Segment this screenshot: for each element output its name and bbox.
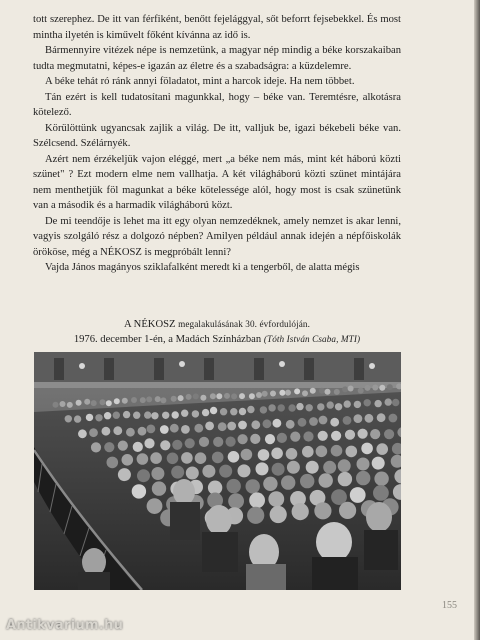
paragraph: tott szerephez. De itt van férfiként, benőtt fejelággyal, sőt beforrt fejsebekkel. És most mintha ilyetén is kiművelt főként kívánna az idő is. xyxy=(33,14,401,41)
audience-head xyxy=(263,419,272,428)
audience-head xyxy=(226,437,236,447)
audience-head xyxy=(218,422,227,431)
audience-head xyxy=(247,507,264,524)
audience-head xyxy=(303,431,313,441)
audience-head xyxy=(178,395,184,401)
caption-subtitle: megalakulásának 30. évfordulóján. xyxy=(178,319,311,329)
audience-head xyxy=(123,411,130,418)
audience-head xyxy=(256,392,262,398)
audience-head xyxy=(373,485,389,501)
paragraph: Tán ezért is kell tudatosítani magunkkal, hogy – béke van. Teremtésre, alkotásra kötelező. xyxy=(33,91,401,118)
audience-head xyxy=(249,393,255,399)
audience-head xyxy=(106,400,112,406)
audience-head xyxy=(167,453,179,465)
audience-head xyxy=(306,461,319,474)
audience-head xyxy=(300,474,314,488)
audience-head xyxy=(144,411,151,418)
audience-head xyxy=(144,438,154,448)
audience-head xyxy=(181,452,193,464)
audience-head xyxy=(160,425,169,434)
audience-head xyxy=(331,445,343,457)
audience-head xyxy=(91,400,97,406)
audience-head xyxy=(298,418,307,427)
audience-head xyxy=(344,400,351,407)
audience-head xyxy=(74,415,81,422)
audience-head xyxy=(389,414,398,423)
audience-head xyxy=(258,449,270,461)
audience-head xyxy=(132,484,146,498)
audience-head xyxy=(260,406,267,413)
audience-head xyxy=(202,465,215,478)
audience-head xyxy=(193,393,199,399)
audience-head xyxy=(370,429,380,439)
audience-head xyxy=(374,400,381,407)
audience-head xyxy=(147,498,163,514)
audience-head xyxy=(374,472,388,486)
audience-head xyxy=(365,414,374,423)
audience-head xyxy=(339,502,356,519)
audience-head xyxy=(249,492,265,508)
audience-head xyxy=(317,403,324,410)
audience-head xyxy=(155,396,161,402)
audience-head xyxy=(310,388,316,394)
audience-head xyxy=(200,395,206,401)
audience-head xyxy=(76,400,82,406)
audience-head xyxy=(287,461,300,474)
audience-head xyxy=(286,448,298,460)
audience-head xyxy=(286,420,295,429)
audience-head xyxy=(238,464,251,477)
audience-head xyxy=(181,410,188,417)
audience-head xyxy=(122,454,134,466)
watermark: Antikvarium.hu xyxy=(6,618,124,633)
audience-head xyxy=(384,429,394,439)
audience-head xyxy=(140,397,146,403)
audience-head xyxy=(172,440,182,450)
audience-head xyxy=(100,399,106,405)
paragraph: Bármennyire vitézek népe is nemzetünk, a magyar nép mindig a béke korszakaiban tudta megmutatni, képes-e igazán az életre és a szabadságra: a küzdelemre. xyxy=(33,45,401,72)
audience-head xyxy=(113,412,120,419)
audience-head xyxy=(160,440,170,450)
audience-head xyxy=(250,434,260,444)
audience-head xyxy=(89,428,98,437)
audience-head xyxy=(220,408,227,415)
audience-head xyxy=(185,438,195,448)
audience-head xyxy=(364,399,371,406)
caption-line-1 xyxy=(33,317,401,332)
paragraph: Vajda János magányos sziklafalként meredt ki a tengerből, de alatta mégis xyxy=(45,262,360,273)
audience-head xyxy=(262,391,268,397)
audience-head xyxy=(270,391,276,397)
audience-head xyxy=(314,502,331,519)
audience-head xyxy=(392,399,399,406)
audience-head xyxy=(316,446,328,458)
audience-head xyxy=(256,462,269,475)
audience-head xyxy=(372,457,385,470)
audience-head xyxy=(277,433,287,443)
audience-head xyxy=(309,417,318,426)
audience-head xyxy=(231,393,237,399)
audience-head xyxy=(290,432,300,442)
audience-head xyxy=(356,471,370,485)
paragraph: A béke tehát ró ránk annyi föladatot, mint a harcok ideje. Ha nem többet. xyxy=(45,76,355,87)
audience-head xyxy=(330,418,339,427)
audience-head xyxy=(343,416,352,425)
audience-head xyxy=(84,399,90,405)
audience-head xyxy=(210,393,216,399)
audience-head xyxy=(181,425,190,434)
audience-head xyxy=(350,487,366,503)
book-spine xyxy=(474,0,480,640)
audience-head xyxy=(151,467,164,480)
audience-head xyxy=(114,398,120,404)
audience-head xyxy=(247,406,254,413)
audience-head xyxy=(118,468,131,481)
audience-head xyxy=(302,446,314,458)
audience-head xyxy=(342,386,348,392)
audience-head xyxy=(67,402,73,408)
audience-head xyxy=(60,401,66,407)
audience-head xyxy=(345,430,355,440)
audience-head xyxy=(241,449,253,461)
audience-head xyxy=(265,434,275,444)
audience-head xyxy=(147,425,156,434)
audience-head xyxy=(228,451,240,463)
audience-head xyxy=(338,472,352,486)
audience-head xyxy=(230,408,237,415)
audience-head xyxy=(238,421,247,430)
audience-head xyxy=(387,384,393,390)
audience-head xyxy=(361,443,373,455)
audience-head xyxy=(251,420,260,429)
audience-head xyxy=(113,426,122,435)
audience-head xyxy=(327,401,334,408)
audience-photo xyxy=(34,352,401,590)
audience-head xyxy=(138,427,147,436)
audience-head xyxy=(152,481,166,495)
audience-head xyxy=(53,402,59,408)
caption-title: A NÉKOSZ xyxy=(123,319,179,330)
audience-head xyxy=(281,475,295,489)
audience-head xyxy=(91,442,101,452)
audience-head xyxy=(133,442,143,452)
audience-head xyxy=(270,506,287,523)
audience-head xyxy=(319,388,325,394)
audience-head xyxy=(376,443,388,455)
audience-head xyxy=(228,493,244,509)
audience-head xyxy=(199,437,209,447)
paragraph: Azért nem érzékeljük vajon eléggé, mert „a béke nem más, mint két háború közti szünet" ? Ezt modern elme nem vallhatja. A két világháború közti szünet mintájára nem menthetjük föl magunkat a béke kötelessége alól, hogy most is csak szünetünk van a második és a harmadik világháború közt. xyxy=(33,153,401,211)
audience-head xyxy=(170,424,179,433)
audience-head xyxy=(358,388,364,394)
audience-head xyxy=(219,465,232,478)
audience-head xyxy=(224,393,230,399)
audience-head xyxy=(186,394,192,400)
audience-head xyxy=(131,397,137,403)
caption-credit: (Tóth István Csaba, MTI) xyxy=(263,334,361,344)
audience-head xyxy=(172,411,179,418)
audience-head xyxy=(365,385,371,391)
audience-head xyxy=(302,390,308,396)
audience-head xyxy=(238,434,248,444)
audience-head xyxy=(239,393,245,399)
caption-line-2 xyxy=(33,332,401,347)
audience-head xyxy=(150,452,162,464)
audience-head xyxy=(278,404,285,411)
audience-head xyxy=(323,461,336,474)
audience-head xyxy=(271,448,283,460)
audience-head xyxy=(227,422,236,431)
audience-head xyxy=(205,422,214,431)
audience-head xyxy=(354,414,363,423)
audience-head xyxy=(338,459,351,472)
audience-head xyxy=(325,389,331,395)
audience-head xyxy=(104,412,111,419)
audience-head xyxy=(213,437,223,447)
audience-head xyxy=(151,412,158,419)
audience-head xyxy=(160,397,166,403)
audience-head xyxy=(296,403,303,410)
audience-head xyxy=(239,408,246,415)
audience-head xyxy=(318,431,328,441)
audience-head xyxy=(385,398,392,405)
audience-head xyxy=(194,424,203,433)
paragraph: Körülöttünk ugyancsak zajlik a világ. De itt, valljuk be, igazi békebeli béke van. Szélcsend. Szélárnyék. xyxy=(33,122,401,149)
audience-head xyxy=(268,491,284,507)
audience-head xyxy=(306,404,313,411)
body-text xyxy=(33,12,401,276)
audience-head xyxy=(372,385,378,391)
audience-head xyxy=(122,398,128,404)
audience-head xyxy=(246,479,260,493)
audience-head xyxy=(335,403,342,410)
audience-head xyxy=(354,401,361,408)
audience-head xyxy=(212,452,224,464)
audience-head xyxy=(285,390,291,396)
photo-caption xyxy=(33,317,401,347)
audience-head xyxy=(102,427,111,436)
audience-head xyxy=(118,441,128,451)
audience-head xyxy=(331,431,341,441)
audience-head xyxy=(171,466,184,479)
audience-head xyxy=(227,479,241,493)
audience-head xyxy=(137,469,150,482)
audience-head xyxy=(377,413,386,422)
audience-head xyxy=(86,414,93,421)
audience-head xyxy=(348,386,354,392)
audience-head xyxy=(95,414,102,421)
audience-head xyxy=(78,429,87,438)
audience-head xyxy=(279,390,285,396)
audience-head xyxy=(186,467,199,480)
audience-head xyxy=(358,429,368,439)
audience-head xyxy=(104,442,114,452)
audience-head xyxy=(319,473,333,487)
audience-head xyxy=(292,503,309,520)
audience-head xyxy=(162,412,169,419)
audience-head xyxy=(192,410,199,417)
audience-head xyxy=(346,446,358,458)
audience-head xyxy=(210,407,217,414)
audience-head xyxy=(272,463,285,476)
audience-head xyxy=(65,415,72,422)
caption-date-place: 1976. december 1-én, a Madách Színházban xyxy=(73,334,264,345)
audience-head xyxy=(126,428,135,437)
audience-head xyxy=(334,389,340,395)
audience-head xyxy=(319,416,328,425)
audience-head xyxy=(171,396,177,402)
audience-head xyxy=(294,388,300,394)
audience-head xyxy=(107,457,119,469)
audience-head xyxy=(357,458,370,471)
audience-head xyxy=(268,404,275,411)
audience-head xyxy=(195,452,207,464)
audience-head xyxy=(263,477,277,491)
audience-head xyxy=(216,393,222,399)
paragraph: De mi teendője is lehet ma itt egy olyan nemzedéknek, amely nemzet is akar lenni, vagyis szolgáló rész a dolgozó népben? Amilyen például annak idején a népfőiskolák örököse, még a NÉKOSZ is megpróbált lenni? xyxy=(33,215,401,258)
audience-head xyxy=(202,409,209,416)
audience-photo-image xyxy=(34,352,401,590)
audience-head xyxy=(288,404,295,411)
audience-head xyxy=(133,412,140,419)
audience-head xyxy=(137,453,149,465)
audience-head xyxy=(273,419,282,428)
audience-head xyxy=(379,385,385,391)
page-number: 155 xyxy=(442,600,457,611)
audience-head xyxy=(146,396,152,402)
